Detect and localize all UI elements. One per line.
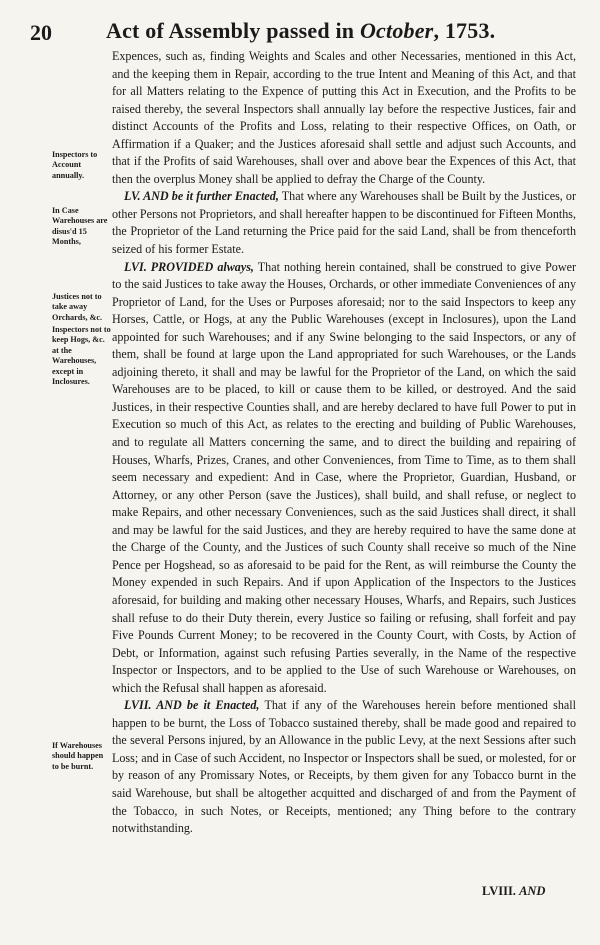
running-title-year: , 1753. bbox=[433, 18, 496, 43]
paragraph-expences: Expences, such as, finding Weights and Scales and other Necessaries, mentioned in this Act, and the keeping them in Repair, according to the true Intent and Meaning of this Act, and that for all Matters relating to the Expence of putting this Act in Execution, and the Profits to be raised thereby, the several Inspectors shall annually lay before the respective Justices, fair and distinct Accounts of the Profits and Loss, relating to their respective Offices, on Oath, or Affirmation if a Quaker; and the Justices aforesaid shall settle and adjust such Accounts, and that if the Profits of said Warehouses, shall over and above bear the Expences of this Act, that then the overplus Money shall be applied to defray the Charge of the County. bbox=[112, 49, 576, 186]
margin-note-account: Inspectors to Account annually. bbox=[52, 150, 98, 180]
page-number: 20 bbox=[30, 20, 52, 45]
section-lvi bbox=[112, 259, 576, 698]
margin-note-burnt: If Warehouses should happen to be burnt. bbox=[52, 741, 104, 771]
margin-note-disused: In Case Warehouses are disus'd 15 Months, bbox=[52, 206, 108, 247]
body-text bbox=[112, 48, 576, 838]
margin-note-hogs: Inspectors not to keep Hogs, &c. at the Warehouses, except in Inclosures. bbox=[52, 325, 111, 387]
section-lvii-heading: LVII. AND be it Enacted, bbox=[124, 698, 260, 713]
section-lvi-text: That nothing herein contained, shall be construed to give Power to the said Justices to take away the Houses, Orchards, or other immediate Conveniences of any Proprietor of Land, for the Uses or Purposes aforesaid; nor to the said Inspectors to keep any Horses, Cattle, or Hogs, at any the Public Warehouses (except in Inclosures), upon the Land appointed for such Warehouses; and if any Swine belonging to the said Inspectors, or any of them, shall be found at large upon the Land appropriated for such Warehouses, or the Lands adjoining thereto, it shall and may be lawful for the Proprietor of the Land, on which the said Warehouses are to be placed, to kill or cause them to be killed, or destroyed. And the said Justices, in their respective Counties shall, and are hereby declared to have full Power to put in Execution so much of this Act, as relates to the erecting and building of Public Warehouses, and to regulate all Matters concerning the same, and to direct the building and repairing of Houses, Wharfs, Prizes, Cranes, and other Conveniences, from Time to Time, as to them shall seem necessary and expedient: And in Case, where the Proprietor, Guardian, Husband, or Attorney, or any other Person (save the Justices), shall build, and shall refuse, or neglect to make Repairs, and other necessary Conveniences, such as the said Justices shall direct, it shall and may be lawful for the said Justices, and they are hereby required to have the same done at the Charge of the County, and the Justices of such County shall receive so much of the Nine Pence per Hogshead, so as aforesaid to be paid for the Rent, as will reimburse the County the Money expended in such Repairs. And if upon Application of the Inspectors to the Justices aforesaid, for building and making other necessary Houses, Wharfs, and Repairs, such Justices shall refuse to do their Duty therein, every Justice so failing or refusing, shall forfeit and pay Five Pounds Current Money; to be recovered in the County Court, with Costs, by Action of Debt, or Information, against such refusing Parties severally, in the Name of the respective Inspector or Inspectors, and to be applied to the Use of such Warehouse or Warehouses, on which the Refusal shall happen as aforesaid. bbox=[112, 259, 576, 695]
running-title-main: Act of Assembly passed in bbox=[106, 18, 355, 43]
running-title-month: October bbox=[359, 18, 434, 43]
section-lvi-heading: LVI. PROVIDED always, bbox=[124, 259, 254, 274]
section-lv-text: That where any Warehouses shall be Built by the Justices, or other Persons not Proprietors, and shall hereafter happen to be discontinued for Fifteen Months, the Proprietor of the Land returning the Price paid for the said Land, shall be from thenceforth seized of his former Estate. bbox=[112, 189, 576, 257]
section-lvii-text: That if any of the Warehouses herein before mentioned shall happen to be burnt, the Loss of Tobacco sustained thereby, shall be made good and repaired to the several Persons injured, by an Allowance in the public Levy, at the next Sessions after such Loss; and in Case of such Accident, no Inspector or Inspectors shall be sued, or molested, for or by reason of any Promissary Notes, or Receipts, by them given for any Tobacco burnt in the said Warehouse, but shall be altogether acquitted and discharged of and from the Payment of the Tobacco, in such Notes, or Receipts, mentioned; any Thing before to the contrary notwithstanding. bbox=[112, 698, 576, 836]
section-lvii bbox=[112, 697, 576, 837]
section-lv-heading: LV. AND be it further Enacted, bbox=[124, 189, 279, 204]
catchword-roman: LVIII. bbox=[482, 884, 516, 898]
catchword bbox=[482, 884, 545, 899]
section-lv bbox=[112, 188, 576, 258]
margin-note-orchards: Justices not to take away Orchards, &c. bbox=[52, 292, 103, 322]
catchword-italic: AND bbox=[519, 884, 546, 898]
running-title bbox=[106, 18, 495, 44]
page-header bbox=[0, 18, 600, 48]
